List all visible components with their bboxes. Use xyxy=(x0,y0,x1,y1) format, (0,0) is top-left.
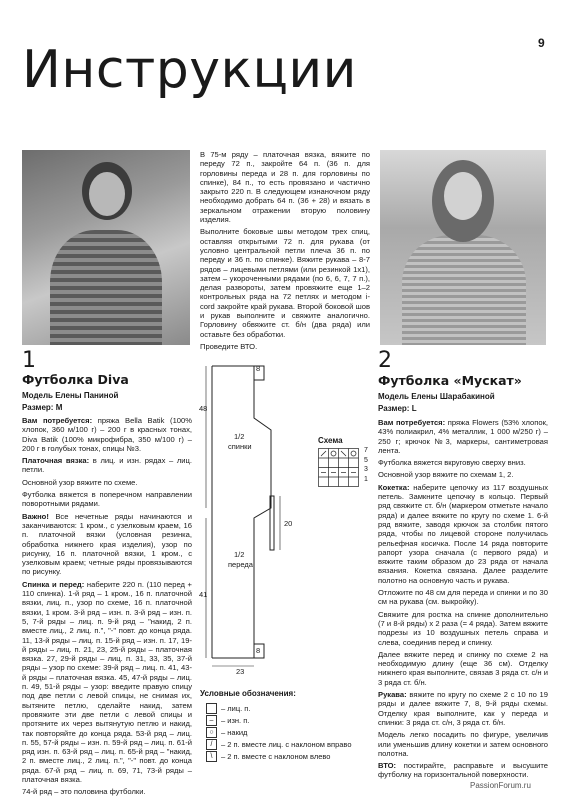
model-1-size: Размер: M xyxy=(22,403,63,412)
model1-paragraph-heading: Платочная вязка: xyxy=(22,456,90,466)
legend-text: – 2 п. вместе с наклоном влево xyxy=(221,751,331,761)
model1-paragraph-text: Все нечетные ряды начинаются и заканчиваются: 1 кром., с узелковым краем, 16 п. платочной вязки (условная резинка, обработка нижнего края изделия), узор по рисунку, 16 п. платочной вязки, 1 кром., с узелковым краем; четные ряды провязываются по рисунку. xyxy=(22,511,192,577)
label-front: переда xyxy=(228,560,253,569)
model-2-photo xyxy=(380,150,546,345)
scheme-row-1: 1 xyxy=(364,475,368,483)
legend-text: – изн. п. xyxy=(221,715,250,725)
model1-paragraph-text: Футболка вяжется в поперечном направлении поворотными рядами. xyxy=(22,490,192,509)
legend-symbol-icon: \ xyxy=(206,751,217,762)
model2-paragraph xyxy=(378,610,548,647)
scheme-row-7: 7 xyxy=(364,447,368,454)
page-title: Инструкции xyxy=(22,40,357,100)
garment-outline xyxy=(212,366,271,658)
legend-symbol-icon: ○ xyxy=(206,727,217,738)
legend-symbol-icon: – xyxy=(206,715,217,726)
scheme-row-5: 5 xyxy=(364,456,368,464)
model1-paragraph-text: 74-й ряд – это половина футболки. xyxy=(22,787,146,797)
model1-paragraph xyxy=(22,787,192,796)
model2-paragraph xyxy=(378,458,548,467)
legend-item xyxy=(206,726,352,738)
legend-text: – лиц. п. xyxy=(221,703,251,713)
legend-item xyxy=(206,750,352,762)
model2-paragraph xyxy=(378,730,548,758)
model2-paragraph-heading: Рукава: xyxy=(378,690,407,700)
legend-text: – накид xyxy=(221,727,248,737)
legend-list xyxy=(206,702,352,762)
legend-symbol-icon xyxy=(206,703,217,714)
label-back: спинки xyxy=(228,442,252,451)
model2-paragraph-text: Модель легко посадить по фигуре, увеличив или уменьшив длину кокетки и затем основного полотна. xyxy=(378,730,548,758)
model1-paragraph xyxy=(22,512,192,577)
model2-paragraph-heading: Кокетка: xyxy=(378,482,410,492)
model2-paragraph xyxy=(378,470,548,479)
model2-paragraph-text: Свяжите для ростка на спинке дополнительно (7 и 8-й ряды) х 2 раза (= 4 ряда). Затем вяжите подрезы из 10 воздушных петель справа и слева, соединив перед и спинку. xyxy=(378,609,548,647)
model-2-size: Размер: L xyxy=(378,404,417,413)
legend-symbol-icon: / xyxy=(206,739,217,750)
model1-paragraph-text: наберите 220 п. (110 перед + 110 спинка). 1-й ряд – 1 кром., 16 п. платочной вязки, лиц. п., узор по схеме, 16 п. платочной вязки, 1 кром. 3-й ряд – изн. п. 3-й ряд – изн. п. 5, 7-й ряды – лиц. п. 9-й ряд – "накид, 2 п. вместе лиц., 2 лиц. п.", "-" повт. до конца ряда. 11, 13-й ряды – лиц. п. 15-й ряд – изн. п. 17, 19-й ряды – лиц. п. 21, 23, 25-й ряды – платочная вязка. 27, 29-й ряды – лиц. п. 31, 33, 35, 37-й ряды – узор по схеме: 39-й ряд – лиц. п. 41, 43-й ряды – платочная вязка. 45, 47-й ряды – лиц. п. 49, 51-й ряды – узор: введите правую спицу под две петли с левой спицы, не снимая их, вытяните петлю, сделайте накид, затем провяжите эти две петли с левой спицы и протяните их через вытянутую петлю и накид, так повторяйте до конца ряда. 53-й ряд – лиц. п. 55, 57-й ряды – изн. п. 59-й ряд – лиц. п. 61-й ряд изн. п. 63-й ряд – лиц. п. 65-й ряд – "накид, 2 п. вместе лиц., 2 лиц. п.", "-" повт. до конца ряда. 67-й ряд – лиц. п. 69, 71, 73-й ряды – платочная вязка. xyxy=(22,579,192,784)
footer-watermark: PassionForum.ru xyxy=(470,781,531,790)
model2-paragraph-heading: ВТО: xyxy=(378,761,397,771)
model1-paragraph xyxy=(22,416,192,453)
model1-paragraph-heading: Вам потребуется: xyxy=(22,416,93,425)
model-2-number: 2 xyxy=(378,348,392,373)
model-2-author: Модель Елены Шарабакиной xyxy=(378,392,495,401)
model2-paragraph-text: наберите цепочку из 117 воздушных петель. Замкните цепочку в кольцо. Первый ряд свяжите ст. б/н (маркером отметьте начало ряда) и далее вяжите по кругу по схеме 1. 6-й ряд вяжите, заводя крючок за столбик пятого ряда, чтобы по лицевой стороне получилась рельефная косичка. После 14 ряда повторите рапорт узора сначала (с первого ряда) и вяжите таким образом до 23 ряда от начала вязания. Кокетка связана. Далее разделите полотно на основную часть и рукава. xyxy=(378,482,548,585)
measure-bottom-right: 8 xyxy=(256,646,261,655)
model-1-text xyxy=(22,416,192,800)
scheme-title: Схема xyxy=(318,436,343,445)
model-1-face xyxy=(89,172,125,216)
model2-paragraph-heading: Вам потребуется: xyxy=(378,418,446,427)
middle-paragraph: Выполните боковые швы методом трех спиц, оставляя открытыми 72 п. для рукава (от условно центральной петли плеча 36 п. по переду и 36 п. по спинке). Вяжите рукава – 8-7 рядов – лицевыми петлями (или резинкой 1х1), затем – укороченными рядами (по 6, 6, 7, 7 п.), делая развороты, затем провяжите еще 1–2 контрольных ряда на 72 петлях и методом i-cord закройте край рукава. Второй боковой шов и рукав выполните и свяжите аналогично. Горловину обвяжите ст. б/н (два ряда) или оставьте без обработки. xyxy=(200,227,370,339)
model-1-author: Модель Елены Паниной xyxy=(22,391,119,400)
measure-left-lower: 41 xyxy=(199,590,208,599)
model2-paragraph xyxy=(378,418,548,455)
model1-paragraph xyxy=(22,490,192,509)
model-1-shirt xyxy=(50,230,162,345)
model1-paragraph-heading: Спинка и перед: xyxy=(22,579,85,589)
measure-bottom: 23 xyxy=(236,667,245,676)
model1-paragraph xyxy=(22,456,192,475)
model1-paragraph-heading: Важно! xyxy=(22,511,49,521)
model2-paragraph xyxy=(378,761,548,780)
model2-paragraph xyxy=(378,483,548,585)
middle-text xyxy=(200,150,370,354)
scheme-row-numbers xyxy=(364,446,368,484)
legend-item xyxy=(206,738,352,750)
model2-paragraph xyxy=(378,690,548,727)
label-half-back: 1/2 xyxy=(234,432,245,441)
measure-mid-right: 20 xyxy=(284,519,293,528)
model2-paragraph-text: Отложите по 48 см для переда и спинки и по 30 см на рукава (см. выкройку). xyxy=(378,588,548,607)
model1-paragraph-text: в лиц. и изн. рядах – лиц. петли. xyxy=(22,456,192,475)
measure-left-upper: 48 xyxy=(199,404,208,413)
model-2-text xyxy=(378,418,548,783)
model-2-face xyxy=(444,172,482,220)
model1-paragraph xyxy=(22,580,192,785)
model2-paragraph-text: пряжа Flowers (53% хлопок, 43% полиакрил, 4% металлик, 1 000 м/250 г) – 250 г; крючок №3, маркеры, сантиметровая лента. xyxy=(378,418,549,455)
legend-text: – 2 п. вместе лиц. с наклоном вправо xyxy=(221,739,352,749)
middle-paragraph: В 75-м ряду – платочная вязка, вяжите по переду 72 п., закройте 64 п. (36 п. для горловины переда и 28 п. для горловины по спинке), 84 п., то есть провязано и частично закрыто 220 п. В следующем изнаночном ряду необходимо добрать 64 п. (36 + 28) и вязать в зеркальном отражении вторую половину изделия. xyxy=(200,150,370,225)
model-2-name: Футболка «Мускат» xyxy=(378,373,522,388)
legend-item xyxy=(206,714,352,726)
model2-paragraph xyxy=(378,650,548,687)
model-1-name: Футболка Diva xyxy=(22,372,129,387)
middle-paragraph: Проведите ВТО. xyxy=(200,341,258,351)
model1-paragraph-text: Основной узор вяжите по схеме. xyxy=(22,477,138,487)
model1-paragraph-text: пряжа Bella Batik (100% хлопок, 360 м/100 г) – 200 г в красных тонах, Diva Batik (100% микрофибра, 350 м/100 г) – 200 г в голубых тонах, спицы №3. xyxy=(22,416,192,453)
legend-title: Условные обозначения: xyxy=(200,689,296,698)
scheme-row-3: 3 xyxy=(364,466,368,473)
stitch-scheme-grid xyxy=(318,448,360,488)
model-1-photo xyxy=(22,150,190,345)
model1-paragraph xyxy=(22,478,192,487)
model2-paragraph-text: вяжите по кругу по схеме 2 с 10 по 19 ряды и далее вяжите 7, 8, 9-й ряды схемы. Отделку края выполните, как у переда и спинки: 3 ряда ст. с/н, 3 ряда ст. б/н. xyxy=(378,690,548,727)
model-1-number: 1 xyxy=(22,348,36,373)
model2-paragraph-text: Футболка вяжется вкруговую сверху вниз. xyxy=(378,458,526,468)
model-2-shirt xyxy=(402,235,526,345)
model2-paragraph-text: Основной узор вяжите по схемам 1, 2. xyxy=(378,470,514,480)
pattern-diagram xyxy=(196,358,306,676)
legend-item xyxy=(206,702,352,714)
model2-paragraph-text: Далее вяжите перед и спинку по схеме 2 на необходимую длину (еще 36 см). Отделку нижнего края выполните, связав 3 ряда ст. с/н и 3 ряда ст. б/н. xyxy=(378,649,548,687)
label-half-front: 1/2 xyxy=(234,550,245,559)
page-number: 9 xyxy=(538,36,545,50)
model2-paragraph xyxy=(378,588,548,607)
measure-top-right: 8 xyxy=(256,364,261,373)
model2-paragraph-text: постирайте, расправьте и высушите футболку на горизонтальной поверхности. xyxy=(378,761,548,780)
